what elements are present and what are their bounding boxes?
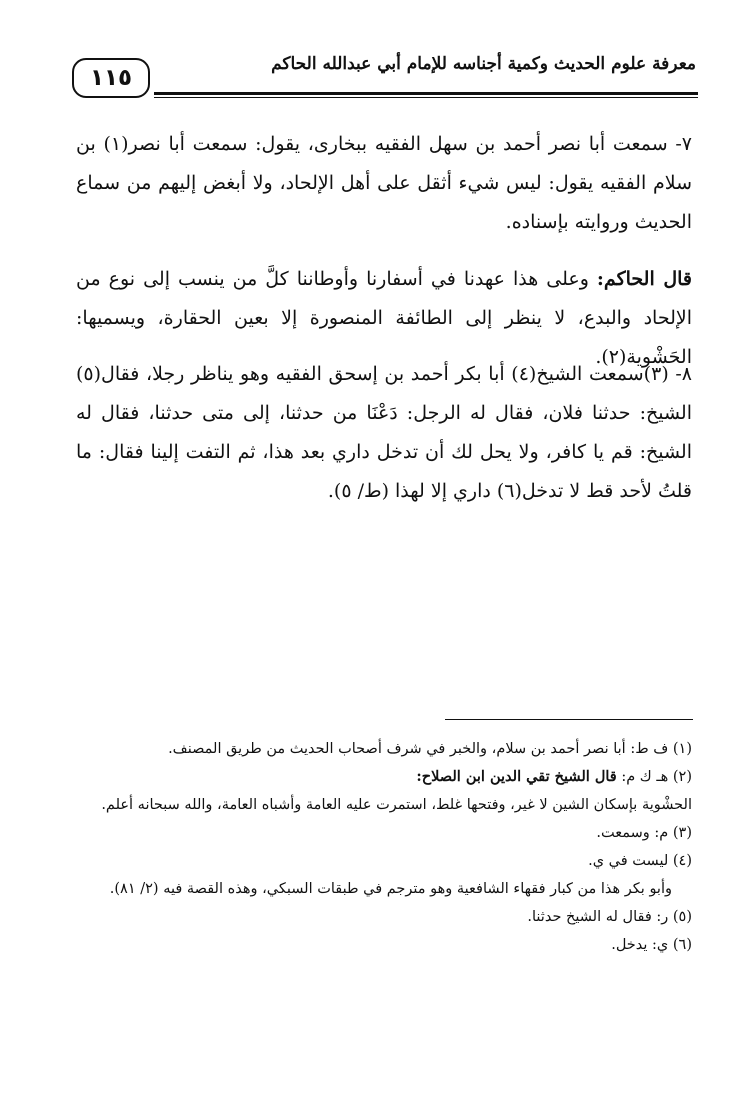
page-header bbox=[66, 44, 698, 98]
header-rule-thin bbox=[154, 97, 698, 98]
footnote-4-text: وأبو بكر هذا من كبار فقهاء الشافعية وهو مترجم في طبقات السبكي، وهذه القصة فيه (٢/ ٨١). bbox=[109, 881, 672, 897]
footnote-separator bbox=[445, 719, 693, 720]
header-rule-thick bbox=[154, 92, 698, 95]
footnote-1: (١) ف ط: أبا نصر أحمد بن سلام، والخبر في شرف أصحاب الحديث من طريق المصنف. bbox=[168, 741, 692, 757]
paragraph-hakim-text: وعلى هذا عهدنا في أسفارنا وأوطاننا كلَّ من ينسب إلى نوع من الإلحاد والبدع، لا ينظر إلى الطائفة المنصورة إلا بعين الحقارة، ويسميها: الحَشْوية(٢). bbox=[76, 268, 692, 368]
footnote-6: (٦) ي: يدخل. bbox=[611, 937, 692, 953]
footnotes bbox=[76, 736, 692, 960]
footnote-5: (٥) ر: فقال له الشيخ حدثنا. bbox=[527, 909, 692, 925]
footnote-4: (٤) ليست في ي. bbox=[588, 853, 692, 869]
footnote-2-heading: قال الشيخ تقي الدين ابن الصلاح: bbox=[416, 768, 617, 785]
footnote-2-text: الحشْوية بإسكان الشين لا غير، وفتحها غلط، استمرت عليه العامة وأشباه العامة، والله سبحانه أعلم. bbox=[101, 797, 692, 813]
footnote-2 bbox=[76, 764, 692, 790]
paragraph-lead: قال الحاكم: bbox=[596, 268, 693, 290]
paragraph-8: ٨- (٣)سمعت الشيخ(٤) أبا بكر أحمد بن إسحق الفقيه وهو يناظر رجلا، فقال(٥) الشيخ: حدثنا فلان، فقال له الرجل: دَعْنَا من حدثنا، إلى متى حدثنا، فقال له الشيخ: قم يا كافر، ولا يحل لك أن تدخل داري بعد هذا، ثم التفت إلينا فقال: ما قلتُ لأحد قط لا تدخل(٦) داري إلا لهذا (ط/ ٥). bbox=[76, 363, 693, 502]
paragraph-7: ٧- سمعت أبا نصر أحمد بن سهل الفقيه ببخارى، يقول: سمعت أبا نصر(١) بن سلام الفقيه يقول: ليس شيء أثقل على أهل الإلحاد، ولا أبغض إليهم من سماع الحديث وروايته بإسناده. bbox=[76, 133, 692, 233]
footnote-3: (٣) م: وسمعت. bbox=[596, 825, 692, 841]
footnote-2-prefix: (٢) هـ ك م: bbox=[616, 769, 692, 785]
running-title: معرفة علوم الحديث وكمية أجناسه للإمام أبي عبدالله الحاكم bbox=[271, 54, 696, 74]
page-number: ١١٥ bbox=[72, 58, 150, 98]
